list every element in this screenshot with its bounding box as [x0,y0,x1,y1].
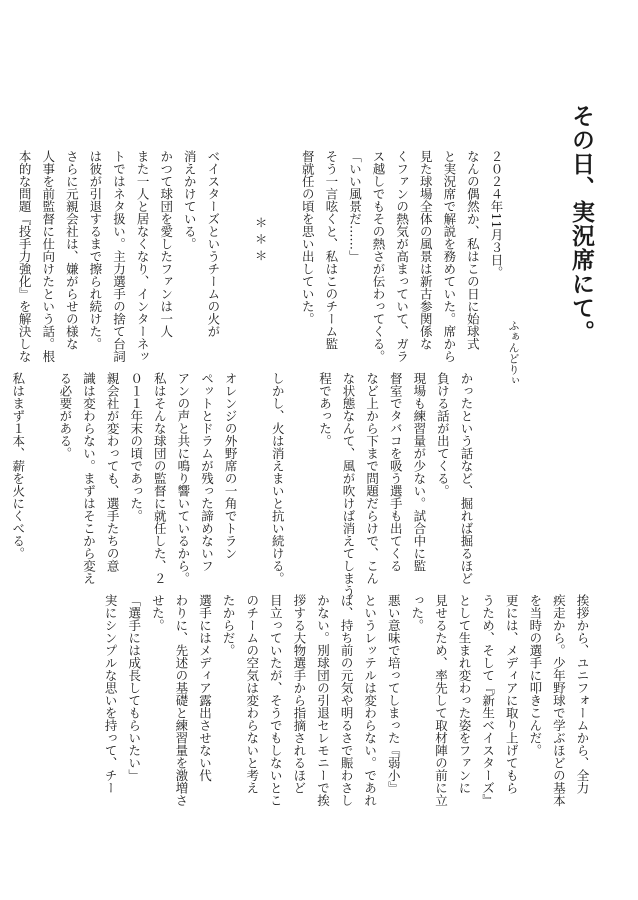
text-line: そう一言呟くと、私はこのチーム監 [323,150,339,350]
text-line: かったという話など、掘れば掘るほど [459,372,474,585]
blank-line [242,372,266,554]
text-line: さらに元親会社は、嫌がらせの様な [64,150,80,350]
text-line: しかし、火は消えまいと抗い続ける。 [270,372,286,585]
page-title: その日、実況席にて。 [568,104,595,344]
text-line: 人事を前監督に仕向けたという話。根 [40,150,56,363]
text-line: 見せるため、率先して取材陣の前に立 [433,594,449,807]
text-line: 挨拶から、ユニフォームから、全力 [575,594,590,794]
text-line: は彼が引退するまで擦られ続けた。 [87,150,103,350]
text-line: かつて球団を愛したファンは一人 [158,150,174,338]
text-column-tier-3 [56,594,594,807]
text-line: たからだ。 [221,594,237,657]
text-line: 親会社が変わっても、選手たちの意 [105,372,121,572]
blank-line [225,150,249,332]
blank-line [30,372,54,554]
text-line: な状態なんて、風が吹けば消えてしまう [341,372,357,597]
text-line: 私はまず１本、薪を火にくべる。 [10,372,26,560]
text-line: と実況席で解説を務めていた。席から [441,150,457,363]
text-line: 悪い意味で培ってしまった『弱小』 [386,594,402,794]
text-line: オレンジの外野席の一角でトラン [223,372,239,560]
text-line: かない。別球団の引退セレモニーで挨 [315,594,331,807]
text-line: ０１１年末の頃であった。 [128,372,144,522]
text-line: 拶する大物選手から指摘されるほど [291,594,307,794]
text-line: 本的な問題『投手力強化』を解決しな [17,150,33,363]
blank-line [272,150,296,332]
text-line: わりに、先述の基礎と練習量を激増さ [173,594,189,807]
text-line: というレッテルは変わらない。であれ [362,594,378,807]
text-line: アンの声と共に鳴り響いているから。 [175,372,191,585]
text-line: 目立っていたが、そうでもしないとこ [268,594,284,807]
text-line: ペットとドラムが残った諦めないフ [199,372,215,572]
text-line: ば、持ち前の元気や明るさで賑わさし [339,594,355,807]
text-line: せた。 [150,594,166,632]
text-line: った。 [409,594,425,632]
text-line: など上から下まで問題だらけで、こん [364,372,380,585]
text-line: 「選手には成長してもらいたい」 [126,594,142,782]
text-line: くファンの熱気が高まっていて、ガラ [394,150,410,363]
text-line: 督室でタバコを吸う選手も出てくる [388,372,404,572]
text-line: トではネタ扱い。主力選手の捨て台詞 [111,150,127,363]
text-column-tier-2 [10,372,478,597]
text-line: 疾走から。少年野球で学ぶほどの基本 [551,594,567,807]
text-line: 程であった。 [317,372,333,447]
text-line: また一人と居なくなり、インターネッ [135,150,151,363]
text-line: 現場も練習量が少ない。試合中に監 [411,372,427,572]
blank-line [289,372,313,554]
text-line: なんの偶然か、私はこの日に始球式 [465,150,481,350]
text-line: 私はそんな球団の監督に就任した、２ [152,372,168,585]
text-column-tier-1 [17,150,508,363]
text-line: ス越しでもその熱さが伝わってくる。 [371,150,387,363]
text-line: 消えかけている。 [182,150,198,250]
text-line: として生まれ変わった姿をファンに [457,594,473,794]
text-line: ２０２４年11月３日。 [489,150,504,279]
text-line: ＊＊＊ [253,216,269,266]
text-line: ベイスターズというチームの火が [205,150,221,338]
text-line: のチームの空気は変わらないと考え [244,594,260,794]
text-line: 督就任の頃を思い出していた。 [300,150,316,325]
text-line: うため、そして『新生ベイスターズ』 [480,594,496,807]
text-line: 実にシンプルな思いを持って、チー [103,594,119,794]
author-name: ふぁんどりぃ [507,320,520,386]
text-line: 見た球場全体の風景は新古参関係な [418,150,434,350]
text-line: 選手にはメディア露出させない代 [197,594,213,782]
text-line: 識は変わらない。まずはそこから変え [81,372,97,585]
text-line: 更には、メディアに取り上げてもら [504,594,520,794]
text-line: 「いい風景だ……」 [347,150,363,263]
text-line: 負ける話が出てくる。 [435,372,451,497]
text-line: を当時の選手に叩きこんだ。 [527,594,543,757]
text-line: る必要がある。 [57,372,73,460]
